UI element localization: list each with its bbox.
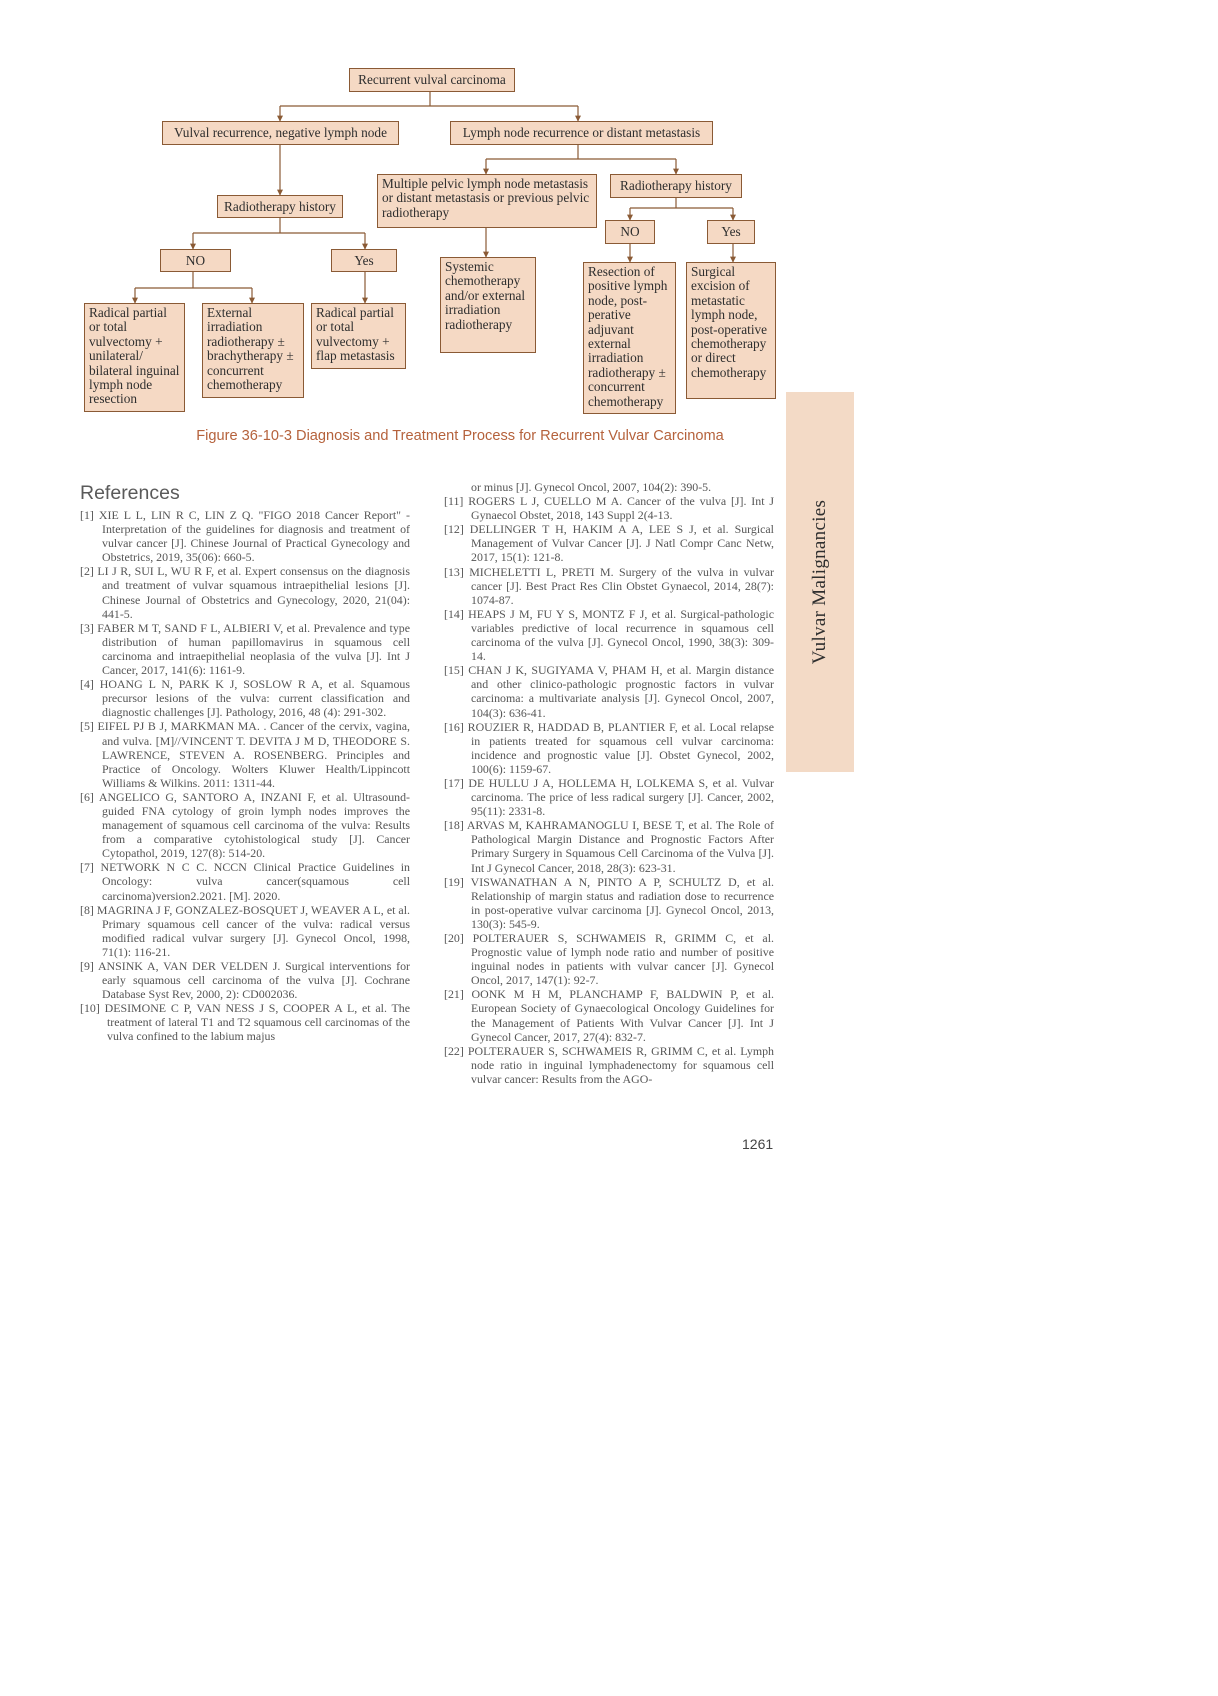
left-yes-box: Yes [331,249,397,272]
surgical-box: Surgical excision of metastatic lymph node, post-operative chemotherapy or direct chemotherapy [686,262,776,399]
references-right-column [444,480,774,1086]
root-box: Recurrent vulval carcinoma [349,68,515,92]
left-radio-box: Radiotherapy history [217,195,343,218]
left-no-b-box: External irradiation radiotherapy ± brachytherapy ± concurrent chemotherapy [202,303,304,398]
reference-item: [10] DESIMONE C P, VAN NESS J S, COOPER A L, et al. The treatment of lateral T1 and T2 squamous cell carcinomas of the vulva confined to the labium majus [80,1001,410,1044]
reference-item: [13] MICHELETTI L, PRETI M. Surgery of the vulva in vulvar cancer [J]. Best Pract Res Clin Obstet Gynaecol, 2014, 28(7): 1074-87. [444,564,774,607]
reference-item: [21] OONK M H M, PLANCHAMP F, BALDWIN P, et al. European Society of Gynaecological Oncology Guidelines for the Management of Patients With Vulvar Cancer [J]. Int J Gynecol Cancer, 2017, 27(4): 832-7. [444,987,774,1044]
reference-item: [4] HOANG L N, PARK K J, SOSLOW R A, et al. Squamous precursor lesions of the vulva: current classification and diagnostic challenges [J]. Pathology, 2016, 48 (4): 291-302. [80,677,410,720]
right-radio-box: Radiotherapy history [610,174,742,198]
resection-box: Resection of positive lymph node, post-perative adjuvant external irradiation radiotherapy ± concurrent chemotherapy [583,262,676,414]
reference-item: [18] ARVAS M, KAHRAMANOGLU I, BESE T, et al. The Role of Pathological Margin Distance and Prognostic Factors After Primary Surgery in Squamous Cell Carcinoma of the Vulva [J]. Int J Gynecol Cancer, 2018, 28(3): 623-31. [444,818,774,875]
reference-item: [8] MAGRINA J F, GONZALEZ-BOSQUET J, WEAVER A L, et al. Primary squamous cell cancer of the vulva: radical versus modified radical vulvar surgery [J]. Gynecol Oncol, 1998, 71(1): 116-21. [80,902,410,959]
reference-item: [5] EIFEL PJ B J, MARKMAN MA. . Cancer of the cervix, vagina, and vulva. [M]//VINCENT T. DEVITA J M D, THEODORE S. LAWRENCE, STEVEN A. ROSENBERG. Principles and Practice of Oncology. Wolters Kluwer Health/Lippincott Williams & Wilkins. 2011: 1311-44. [80,719,410,790]
reference-item: [20] POLTERAUER S, SCHWAMEIS R, GRIMM C, et al. Prognostic value of lymph node ratio and number of positive inguinal nodes in patients with vulvar cancer [J]. Gynecol Oncol, 2017, 147(1): 92-7. [444,931,774,988]
references-heading: References [80,482,180,504]
left-no-a-box: Radical partial or total vulvectomy + unilateral/ bilateral inguinal lymph node resection [84,303,185,412]
reference-item: [14] HEAPS J M, FU Y S, MONTZ F J, et al. Surgical-pathologic variables predictive of local recurrence in squamous cell carcinoma of the vulva [J]. Gynecol Oncol, 1990, 38(3): 309-14. [444,606,774,664]
left-branch-box: Vulval recurrence, negative lymph node [162,121,399,145]
left-yes-a-box: Radical partial or total vulvectomy + flap metastasis [311,303,406,369]
reference-item: [19] VISWANATHAN A N, PINTO A P, SCHULTZ D, et al. Relationship of margin status and radiation dose to recurrence in post-operative vulvar carcinoma [J]. Gynecol Oncol, 2013, 130(3): 545-9. [444,874,774,931]
references-left-column [80,508,410,1044]
right-yes-box: Yes [707,220,755,244]
reference-continuation: or minus [J]. Gynecol Oncol, 2007, 104(2): 390-5. [471,480,712,494]
figure-caption: Figure 36-10-3 Diagnosis and Treatment Process for Recurrent Vulvar Carcinoma [196,428,724,444]
side-tab-label: Vulvar Malignancies [809,499,830,665]
reference-item: [12] DELLINGER T H, HAKIM A A, LEE S J, et al. Surgical Management of Vulvar Cancer [J]. J Natl Compr Canc Netw, 2017, 15(1): 121-8. [444,522,774,565]
multi-meta-box: Multiple pelvic lymph node metastasis or distant metastasis or previous pelvic radiotherapy [377,174,597,228]
reference-item: [9] ANSINK A, VAN DER VELDEN J. Surgical interventions for early squamous cell carcinoma of the vulva [J]. Cochrane Database Syst Rev, 2000, 2): CD002036. [80,959,410,1002]
right-no-box: NO [605,220,655,244]
reference-item: [3] FABER M T, SAND F L, ALBIERI V, et al. Prevalence and type distribution of human papillomavirus in squamous cell carcinoma and intraepithelial neoplasia of the vulva [J]. Int J Cancer, 2017, 141(6): 1161-9. [80,620,410,678]
reference-item: [1] XIE L L, LIN R C, LIN Z Q. "FIGO 2018 Cancer Report" - Interpretation of the guidelines for diagnosis and treatment of vulvar cancer [J]. Chinese Journal of Practical Gynecology and Obstetrics, 2019, 35(06): 660-5. [80,508,410,565]
reference-item: [22] POLTERAUER S, SCHWAMEIS R, GRIMM C, et al. Lymph node ratio in inguinal lymphadenectomy for squamous cell vulvar cancer: Results from the AGO- [444,1043,774,1086]
left-no-box: NO [160,249,231,272]
side-tab [786,392,854,772]
right-branch-box: Lymph node recurrence or distant metastasis [450,121,713,145]
reference-item: [17] DE HULLU J A, HOLLEMA H, LOLKEMA S, et al. Vulvar carcinoma. The price of less radical surgery [J]. Cancer, 2002, 95(11): 2331-8. [444,775,774,819]
systemic-box: Systemic chemotherapy and/or external irradiation radiotherapy [440,257,536,353]
reference-item: [7] NETWORK N C C. NCCN Clinical Practice Guidelines in Oncology: vulva cancer(squamous cell carcinoma)version2.2021. [M]. 2020. [80,860,410,903]
page-number: 1261 [742,1136,774,1152]
reference-item: [6] ANGELICO G, SANTORO A, INZANI F, et al. Ultrasound-guided FNA cytology of groin lymph nodes improves the management of squamous cell carcinoma of the vulva: Results from a comparative cytohistological study [J]. Cancer Cytopathol, 2019, 127(8): 514-20. [80,789,410,861]
reference-item: [2] LI J R, SUI L, WU R F, et al. Expert consensus on the diagnosis and treatment of vulvar squamous intraepithelial lesions [J]. Chinese Journal of Obstetrics and Gynecology, 2020, 21(04): 441-5. [80,564,410,621]
reference-item: [11] ROGERS L J, CUELLO M A. Cancer of the vulva [J]. Int J Gynaecol Obstet, 2018, 143 Suppl 2(4-13. [444,494,774,523]
reference-item: [16] ROUZIER R, HADDAD B, PLANTIER F, et al. Local relapse in patients treated for squamous cell vulvar carcinoma: incidence and prognostic value [J]. Obstet Gynecol, 2002, 100(6): 1159-67. [444,719,774,776]
reference-item: [15] CHAN J K, SUGIYAMA V, PHAM H, et al. Margin distance and other clinico-pathologic prognostic factors in vulvar carcinoma: a multivariate analysis [J]. Gynecol Oncol, 2007, 104(3): 636-41. [444,663,774,720]
